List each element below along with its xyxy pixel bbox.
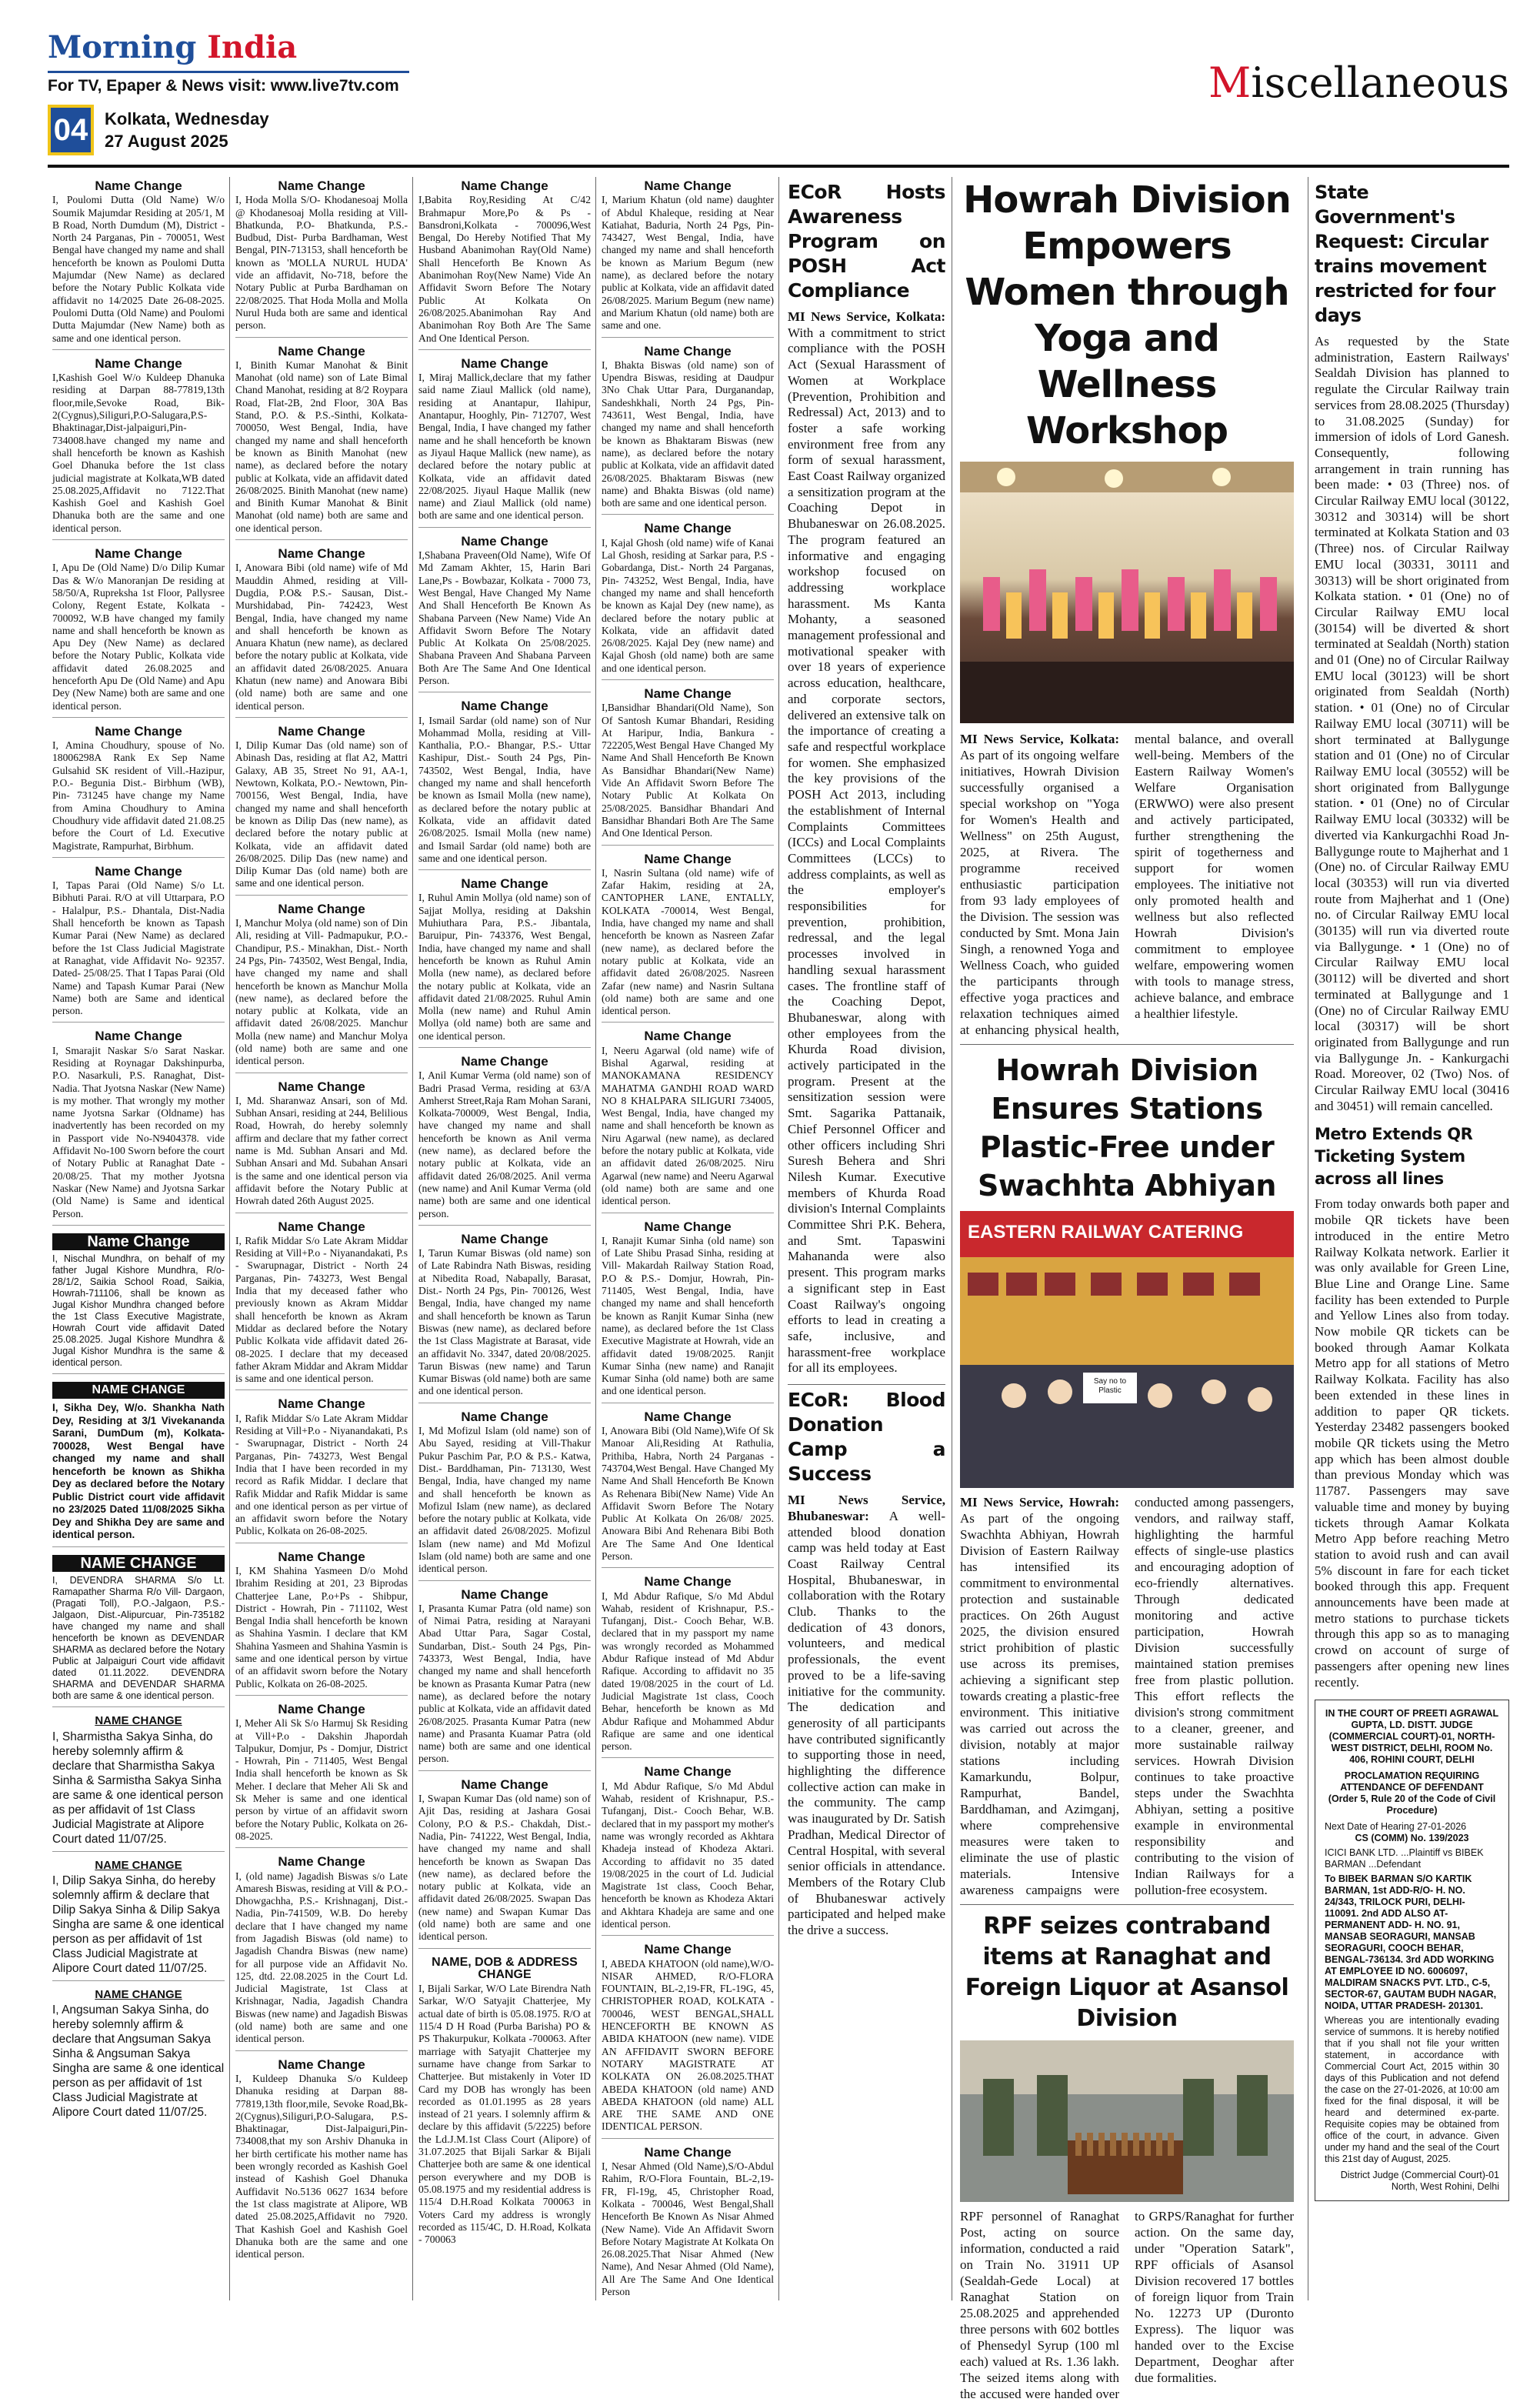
- masthead-rule: [48, 165, 1509, 168]
- notice-heading-black: NAME CHANGE: [52, 1555, 225, 1572]
- notice-text: I, Hoda Molla S/O- Khodanesoaj Molla @ Khodanesoaj Molla residing at Vill- Bhatkunda, P.O- Bhatkunda, P.S.-Budbud, Dist- Purba Bardhaman, West Bengal, PIN-713153, shall henceforth be known as 'MOLLA NURUL HUDA' vide an affidavit, No-718, before the Notary Public at Purba Bardhaman on 22/08/2025. That Hoda Molla and Molla Nurul Huda both are same and identical person.: [235, 194, 408, 337]
- notice-text: I, Ismail Sardar (old name) son of Nur Mohammad Molla, residing at Vill- Kanthalia, P.O.- Bhangar, P.S.- Uttar Kashipur, Dist.- South 24 Pgs, Pin- 743502, West Bengal, India, have changed my name and shall henceforth be known as Ismail Molla (new name), as declared before the notary public at Kolkata, vide an affidavit dated 26/08/2025. Ismail Molla (new name) and Ismail Sardar (old name) both are same and one identical person.: [418, 715, 591, 871]
- notice-heading: Name Change: [644, 178, 732, 193]
- notice-text: I,Babita Roy,Residing At C/42 Brahmapur More,Po & Ps - Bansdroni,Kolkata - 700096,West Bengal, Do Hereby Notified That My Husband Abanimohan Ray(Old Name) Shall Henceforth Be Known As Abanimohan Roy(New Name) Vide An Affidavit Sworn Before The Notary Public At Kolkata On 26/08/2025.Abanimohan Ray And Abanimohan Roy Both Are The Same And One Identical Person.: [418, 194, 591, 350]
- classified-column-1: [48, 177, 230, 2300]
- notice-text: I, Tarun Kumar Biswas (old name) son of Late Rabindra Nath Biswas, residing at Nibedita Road, Nabapally, Barasat, Dist.- North 24 Pgs, Pin- 700126, West Bengal, India, have changed my name and shall henceforth be known as Tarun Biswas (new name), as declared before the 1st Class Magistrate at Barasat, vide an affidavit No. 3347, dated 20/08/2025. Tarun Biswas (new name) and Tarun Kumar Biswas (old name) both are same and one identical person.: [418, 1247, 591, 1403]
- notice-text: I, Md Abdur Rafique, S/o Md Abdul Wahab, resident of Krishnapur, P.S.- Tufanganj, Dist.- Cooch Behar, W.B. declared that in my passport my name was wrongly recorded as Mohammed Abdur Rafique instead of Md Abdur Rafique. According to affidavit no 35 dated 19/08/2025 in the court of Ld. Judicial Magistrate 1st class, Cooch Behar, henceforth be known as Md Abdur Rafique and Mohammed Abdur Rafique are same and one identical person.: [602, 1590, 774, 1759]
- notice-heading: Name Change: [278, 723, 365, 739]
- notice-text: I, Rafik Middar S/o Late Akram Middar Residing at Vill+P.o - Niyanandakati, P.s - Swarupnagar, District - North 24 Parganas, Pin- 743273, West Bengal India that I have been recorded in my record as Rafik Middar. I declare that Rafik Middar and Rafik Middar is same and one identical person as per virtue of an affidavit sworn before the Notary Public, Kolkata on 26-08-2025.: [235, 1413, 408, 1543]
- notice-heading: Name Change: [461, 1409, 548, 1424]
- notice-heading: Name Change: [278, 1219, 365, 1234]
- notice-heading: Name Change: [644, 1942, 732, 1957]
- notice-heading: Name Change: [461, 1054, 548, 1069]
- story-body: [788, 1493, 945, 1939]
- notice-heading: Name Change: [461, 1586, 548, 1602]
- issue-date: 27 August 2025: [105, 132, 228, 151]
- notice-heading: NAME CHANGE: [95, 1858, 182, 1872]
- notice-heading: Name Change: [95, 723, 182, 739]
- story-text: A well-attended blood donation camp was held today at East Coast Railway Central Hospital, Bhubaneswar, in collaboration with the Rotary Club. Thanks to the dedication of 43 donors, volunteers, and medical professionals, the event proved to be a life-saving initiative for the community. The dedication and generosity of all participants have contributed significantly to supporting those in need, highlighting the difference collective action can make in the community. The camp was inaugurated by Dr. Satish Pradhan, Medical Director of Central Hospital, with several senior officials in attendance. Members of the Rotary Club of Bhubaneswar actively participated and helped make the drive a success.: [788, 1508, 945, 1938]
- notice-text: I, DEVENDRA SHARMA S/o Lt. Ramapather Sharma R/o Vill- Dargaon, (Pragati Toll), P.O.-Jalgaon, P.S.-Jalgaon, Dist.-Alipurcuar, Pin-735182 have changed my name and shall henceforth be known as DEVENDAR SHARMA as declared before the Notary Public at Jalpaiguri Court vide affidavit dated 01.11.2022. DEVENDRA SHARMA and DEVENDAR SHARMA both are same & one identical person.: [52, 1575, 225, 1707]
- notice-text: I, Anowara Bibi (old name) wife of Md Mauddin Ahmed, residing at Vill-Dugdia, P.O& P.S.- Sausan, Dist.- Murshidabad, Pin- 742423, West Bengal, India, have changed my name and shall henceforth be known as Anuara Khatun (new name), as declared before the notary public at Kolkata, vide an affidavit dated 26/08/2025. Anuara Khatun (new name) and Anowara Bibi (old name) both are same and one identical person.: [235, 562, 408, 718]
- notice-text: I, Prasanta Kumar Patra (old name) son of Nimai Patra, residing at Narayani Abad Uttar Para, Sagar Costal, Sundarban, Dist.- South 24 Pgs, Pin- 743373, West Bengal, India, have changed my name and shall henceforth be known as Prasanta Kumar Patra (new name), as declared before the notary public at Kolkata, vide an affidavit dated 26/08/2025. Prasanta Kumar Patra (new name) and Prasanta Kuamar Patra (old name) both are same and one identical person.: [418, 1603, 591, 1771]
- notice-heading: Name Change: [278, 546, 365, 562]
- notice-heading: Name Change: [278, 178, 365, 193]
- notice-heading: Name Change: [644, 521, 732, 536]
- plastic-photo-svg: [960, 1211, 1294, 1488]
- notice-text: I, Ruhul Amin Mollya (old name) son of Sajjat Mollya, residing at Dakshin Muhiuthara Para, P.S.- Jibantala, Baruipur, Pin- 743376, West Bengal, India, have changed my name and shall henceforth be known as Ruhul Amin Molla (new name), as declared before the notary public at Kolkata, vide an affidavit dated 21/08/2025. Ruhul Amin Molla (new name) and Ruhul Amin Mollya (old name) both are same and one identical person.: [418, 892, 591, 1048]
- notice-text: I, Md Abdur Rafique, S/o Md Abdul Wahab, resident of Krishnapur, P.S.- Tufanganj, Dist.- Cooch Behar, W.B. declared that in my passport my mother's name was wrongly recorded as Akhtara Khadeja instead of Khodeza Aktari. According to affidavit no 35 dated 19/08/2025 in the court of Ld. Judicial Magistrate 1st class, Cooch Behar, henceforth be known as Khodeza Aktari and Akhtara Khadeja are same and one identical person.: [602, 1780, 774, 1937]
- notice-heading-black: NAME CHANGE: [52, 1382, 225, 1399]
- story-dateline: MI News Service, Howrah:: [960, 1495, 1119, 1510]
- story-divider: [960, 1904, 1294, 1905]
- notice-text: I, Marium Khatun (old name) daughter of Abdul Khaleque, residing at Near Katiahat, Baduria, North 24 Pgs, Pin-743427, West Bengal, India, have changed my name and shall henceforth be known as Marium Begum (new name), as declared before the notary public at Kolkata, vide an affidavit dated 26/08/2025. Marium Begum (new name) and Marium Khatun (old name) both are same and one.: [602, 194, 774, 337]
- court-addressee: To BIBEK BARMAN S/O KARTIK BARMAN, 1st ADD-R/O- H. NO. 24/343, TRILOCK PURI, DELHI- 110091. 2nd ADD ALSO AT- PERMANENT ADD- H. NO. 91, MANSAB SEORAGURI, MANSAB SEORAGURI, COOCH BEHAR, BENGAL-736134. 3rd ADD WORKING AT EMPLOYEE ID NO. 6006097, MALDIRAM SNACKS PVT. LTD., C-5, SECTOR-67, GAUTAM BUDH NAGAR, NOIDA, UTTAR PRADESH- 201301.: [1325, 1873, 1497, 2012]
- notice-heading: Name Change: [644, 1574, 732, 1590]
- court-parties: ICICI BANK LTD. ...Plaintiff vs BIBEK BARMAN ...Defendant: [1325, 1847, 1484, 1870]
- city-day: Kolkata, Wednesday: [105, 109, 269, 128]
- story-headline-circular: State Government's Request: Circular trains movement restricted for four days: [1315, 182, 1495, 326]
- story-headline: ECoR Hosts Awareness Program on POSH Act Compliance: [788, 181, 945, 302]
- notice-text: I, Anowara Bibi (Old Name),Wife Of Sk Manoar Ali,Residing At Rathulia, Prithiba, Habra, North 24 Parganas - 743704,West Bengal. Have Changed My Name And Shall Henceforth Be Known As Rehenara Bibi(New Name) Vide An Affidavit Sworn Before The Notary Public At Kolkata On 26/08/ 2025. Anowara Bibi And Rehenara Bibi Both Are The Same And One Identical Person.: [602, 1425, 774, 1568]
- notice-text: I, Dilip Sakya Sinha, do hereby solemnly affirm & declare that Dilip Sakya Sinha & Dilip Sakya Singha are same & one identical person as per affidavit of 1st Class Judicial Magistrate at Alipore Court dated 11/07/25.: [52, 1873, 225, 1981]
- notice-text: I, Kuldeep Dhanuka S/o Kuldeep Dhanuka residing at Darpan 88-77819,13th floor,mile, Sevoke Road,Bk-2(Cygnus),Siliguri,P.O-Salugara, P.S- Bhaktinagar, Dist-Jalpaiguri,Pin-734008,that my son Arshiv Dhanuka in her birth certificate his mother name has been wrongly recorded as Kashish Goel instead of Kashish Goel Dhanuka Auffidavit No.5136 0627 1634 before the 1st class magistrate at Alipore, WB dated 25.08.2025,Affidavit no 7920. That Kashish Goel and Kashish Goel Dhanuka both are the same and one identical person.: [235, 2072, 408, 2260]
- notice-heading: Name Change: [461, 876, 548, 892]
- notice-text: I, Binith Kumar Manohat & Binit Manohat (old name) son of Late Bimal Chand Manohat, residing at 8/2 Roypara Road, Flat-2B, 2nd Floor, 30A Bas Stand, P.O. & P.S.-Sinthi, Kolkata- 700050, West Bengal, India, have changed my name and shall henceforth be known as Binith Manohat (new name), as declared before the notary public at Kolkata, vide an affidavit dated 26/08/2025. Binith Manohat (new name) and Binith Kumar Manohat & Binit Manohat (old name) both are same and one identical person.: [235, 359, 408, 540]
- notice-text: I, Nesar Ahmed (Old Name),S/O-Abdul Rahim, R/O-Flora Fountain, BL-2,19-FR, Fl-19g, 45, Christopher Road, Kolkata - 700046, West Bengal,Shall Henceforth Be Known As Nisar Ahmed (New Name). Vide An Affidavit Sworn Before Notary Magistrate At Kolkata On 26.08.2025.That Nisar Ahmed (New Name), And Nesar Ahmed (Old Name), All Are The Same And One Identical Person: [602, 2160, 774, 2298]
- notice-text: I, Md. Sharanwaz Ansari, son of Md. Subhan Ansari, residing at 244, Belilious Road, Howrah, do hereby solemnly affirm and declare that my father correct name is Md. Subhan Ansari and Md. Subhan Ansari and Md. Subahan Ansari is the same and one identical person via affidavit before the Notary Public at Howrah dated 26th August 2025.: [235, 1095, 408, 1213]
- story-text: As part of its ongoing welfare initiatives, Howrah Division successfully organised a special workshop on "Yoga for Women's Health and Wellness" on 25th August, 2025, at Rivera. The programme received enthusiastic participation from 93 lady employees of the Division. The session was conducted by Smt. Mona Jain Singh, a renowned Yoga and Wellness Coach, who guided the participants through effective yoga practices and relaxation techniques aimed at enhancing physical health, mental balance, and overall well-being. Members of the Eastern Railway Women's Welfare Organisation (ERWWO) were also present and actively participated, further strengthening the spirit of togetherness and support for women employees. The initiative not only promoted health and wellness but also reflected Howrah Division's commitment to employee welfare, empowering women with tools to manage stress, achieve balance, and embrace a healthier lifestyle.: [960, 732, 1294, 1037]
- story-body: [788, 309, 945, 1376]
- say-no-plastic-placard: Say no to Plastic: [1093, 1377, 1127, 1395]
- masthead-underline: [48, 71, 409, 73]
- classified-column-4: [597, 177, 779, 2300]
- yoga-photo-svg: [960, 462, 1294, 723]
- notice-text: I, Miraj Mallick,declare that my father said name Ziaul Mallick (old name), residing at Anantapur, Ilahipur, Anantapur, Hooghly, Pin- 712707, West Bengal, India, I have changed my father name and he shall henceforth be known as Jiyaul Haque Mallick (new name), as declared before the notary public at Kolkata, vide an affidavit dated 22/08/2025. Jiyaul Haque Mallik (new name) and Ziaul Mallick (old name) both are same and one identical person.: [418, 372, 591, 528]
- notice-text: I, Bhakta Biswas (old name) son of Upendra Biswas, residing at Daudpur 3No Chak Uttar Para, Durganandap, Sandeshkhali, North 24 Pgs, Pin- 743611, West Bengal, India, have changed my name and shall henceforth be known as Bhaktaram Biswas (new name), as declared before the notary public at Kolkata, vide an affidavit dated 26/08/2025. Bhaktaram Biswas (new name) and Bhakta Biswas (old name) both are same and one identical person.: [602, 359, 774, 515]
- notice-text: I, Amina Choudhury, spouse of No. 18006298A Rank Ex Sep Name Gulsahid SK resident of Vill.-Hazipur, P.O.- Begunia Dist.- Birbhum (WB), Pin- 731245 have change my Name from Amina Choudhury to Amina Choudhury vide affidavit dated 21.08.25 before the Court of Ld. Executive Magistrate, Rampurhat, Birbhum.: [52, 739, 225, 858]
- notice-heading: Name Change: [278, 343, 365, 359]
- notice-text: I, Sikha Dey, W/o. Shankha Nath Dey, Residing at 3/1 Vivekananda Sarani, DumDum (m), Kolkata- 700028, West Bengal have changed my name and shall henceforth be known as Shikha Dey as declared before the Notary Public District court vide affidavit no 23/2025 Dated 11/08/2025 Sikha Dey and Shikha Dey are same and identical person.: [52, 1402, 225, 1547]
- notice-heading: Name Change: [95, 355, 182, 371]
- notice-text: I, Poulomi Dutta (Old Name) W/o Soumik Majumdar Residing at 205/1, M B Road, North Dumdum (M), District - North 24 Parganas, Pin - 700051, West Bengal have changed my name and shall henceforth be known as Poulomi Dutta Majumdar (New Name) as declared before the Notary Public Kolkata vide affidavit no 14/2025 Date 26-08-2025. Poulomi Dutta (Old Name) and Poulomi Dutta Majumdar (New Name) both as same and one identical person.: [52, 194, 225, 350]
- rpf-seizure-photo: [960, 2040, 1294, 2202]
- yoga-workshop-photo: [960, 462, 1294, 723]
- notice-heading: Name Change: [95, 546, 182, 562]
- notice-heading: Name Change: [461, 1231, 548, 1246]
- notice-heading: Name Change: [644, 1409, 732, 1424]
- news-column-7: [1308, 177, 1509, 2300]
- story-headline-rpf: RPF seizes contraband items at Ranaghat and Foreign Liquor at Asansol Division: [965, 1913, 1289, 2032]
- plastic-free-photo: [960, 1211, 1294, 1488]
- notice-heading: Name Change: [644, 851, 732, 866]
- notice-heading: NAME CHANGE: [95, 1987, 182, 2001]
- section-rest: iscellaneous: [1251, 58, 1509, 107]
- notice-text: I, Angsuman Sakya Sinha, do hereby solemnly affirm & declare that Angsuman Sakya Sinha & Angsuman Sakya Singha are same & one identical person as per affidavit of 1st Class Judicial Magistrate at Alipore Court dated 11/07/25.: [52, 2003, 225, 2120]
- brand-india: India: [207, 29, 298, 65]
- notice-heading: Name Change: [278, 1079, 365, 1094]
- court-body: Whereas you are intentionally evading service of summons. It is hereby notified that if you shall not file your written statement, in accordance with Commercial Court Act, 2015 within 30 days of this Publication and not defend the case on the 27-01-2026, at 10:00 am fixed for the final disposal, it will be heard and determined ex-parte. Requisite copies may be obtained from office of the court, in advance. Given under my hand and the seal of the Court this 21st day of August, 2025.: [1325, 2015, 1499, 2165]
- notice-heading: Name Change: [644, 2144, 732, 2160]
- news-column-5: [782, 177, 952, 2300]
- court-heading: IN THE COURT OF PREETI AGRAWAL GUPTA, LD. DISTT. JUDGE (COMMERCIAL COURT)-01, NORTH-WEST DISTRICT, DELHI, ROOM No. 406, ROHINI COURT, DELHI: [1325, 1708, 1499, 1766]
- notice-heading: Name Change: [278, 1549, 365, 1564]
- notice-text: I,Kashish Goel W/o Kuldeep Dhanuka residing at Darpan 88-77819,13th floor,mile,Sevoke Road, Bik-2(Cygnus),Siliguri,P.O-Salugara,P.S-Bhaktinagar,Dist-jalpaiguri,Pin-734008.have changed my name and shall henceforth be known as Kashish Goel Dhanuka before the 1st class judicial magistrate at Kolkata,WB dated 25.08.2025,Affidavit no 7122.That Kashish Goel and Kashish Goel Dhanuka both are the same and one identical person.: [52, 372, 225, 540]
- story-divider: [788, 1384, 945, 1385]
- notice-text: I, Dilip Kumar Das (old name) son of Abinash Das, residing at flat A2, Mattri Galaxy, AB 35, Street No 91, AA-1, Newtown, Kolkata, P.O.- Newtown, Pin- 700156, West Bengal, India, have changed my name and shall henceforth be known as Dilip Das (new name), as declared before the notary public at Kolkata, vide an affidavit dated 26/08/2025. Dilip Das (new name) and Dilip Kumar Das (old name) both are same and one identical person.: [235, 739, 408, 896]
- notice-text: I, ABEDA KHATOON (old name),W/O-NISAR AHMED, R/O-FLORA FOUNTAIN, BL-2,19-FR, FL-19G, 45, CHRISTOPHER ROAD, KOLKATA - 700046, WEST BENGAL,SHALL HENCEFORTH BE KNOWN AS ABIDA KHATOON (new name). VIDE AN AFFIDAVIT SWORN BEFORE NOTARY MAGISTRATE AT KOLKATA ON 26.08.2025.THAT ABEDA KHATOON (old name) AND ABEDA KHATOON (old name) ALL ARE THE SAME AND ONE IDENTICAL PERSON.: [602, 1958, 774, 2139]
- notice-text: I, Swapan Kumar Das (old name) son of Ajit Das, residing at Jashara Gosai Colony, P.O & P.S.- Chakdah, Dist.- Nadia, Pin- 741222, West Bengal, India, have changed my name and shall henceforth be known as Swapan Das (new name), as declared before the notary public at Kolkata, vide an affidavit dated 26/08/2025. Swapan Das (new name) and Swapan Kumar Das (old name) both are same and one identical person.: [418, 1793, 591, 1949]
- section-initial: M: [1208, 58, 1252, 107]
- notice-text: I, Kajal Ghosh (old name) wife of Kanai Lal Ghosh, residing at Sarkar para, P.S - Gobardanga, Dist.- North 24 Parganas, Pin- 743252, West Bengal, India, have changed my name and shall henceforth be known as Kajal Dey (new name), as declared before the notary public at Kolkata, vide an affidavit dated 26/08/2025. Kajal Dey (new name) and Kajal Ghosh (old name) both are same and one identical person.: [602, 537, 774, 680]
- notice-heading: Name Change: [461, 1776, 548, 1792]
- notice-heading: Name Change: [95, 178, 182, 193]
- court-next-date: Next Date of Hearing 27-01-2026: [1325, 1821, 1467, 1833]
- story-text: With a commitment to strict compliance with the POSH Act (Sexual Harassment of Women at Workplace (Prevention, Prohibition and Redressal) Act, 2013) and to foster a safe working environment free from any form of sexual harassment, East Coast Railway organized a sensitization program at the Coaching Depot in Bhubaneswar on 26.08.2025. The program featured an informative and engaging workshop focused on addressing workplace harassment. Ms Kanta Mohanty, a seasoned management professional and motivational speaker with over 18 years of experience across education, healthcare, and corporate sectors, delivered an extensive talk on the importance of creating a safe and respectful workplace for women. She emphasized the key provisions of the POSH Act 2013, including the establishment of Internal Complaints Committees (ICCs) and Local Complaints Committees (LCCs) to address complaints, as well as the employer's responsibilities for prevention, prohibition, redressal, and the legal processes involved in handling sexual harassment cases. The frontline staff of the Coaching Depot, Bhubaneswar, along with other employees from the Khurda Road division, actively participated in the program. Present at the sensitization session were Smt. Sagarika Pattanaik, Chief Personnel Officer and other officers including Shri Suresh Behera and Shri Nilesh Kumar. Executive members of Khurda Road division's Internal Complaints Committee Shri P.K. Behera, and Smt. Tapaswini Mahananda were also present. This program marks a significant step in East Coast Railway's ongoing efforts to lead in creating a safe, inclusive, and harassment-free workplace for all its employees.: [788, 325, 945, 1376]
- notice-text: I,Shabana Praveen(Old Name), Wife Of Md Zamam Akhter, 15, Harin Bari Lane,Ps - Bowbazar, Kolkata - 7000 73, West Bengal, Have Changed My Name And Shall Henceforth Be Known As Shabana Parveen (New Name) Vide An Affidavit Sworn Before The Notary Public At Kolkata On 25/08/2025. Shabana Praveen And Shabana Parveen Both Are The Same And One Identical Person.: [418, 549, 591, 692]
- classified-column-2: [231, 177, 413, 2300]
- notice-heading: Name Change: [461, 699, 548, 714]
- section-title: [1208, 58, 1509, 107]
- news-column-6: [954, 177, 1300, 2401]
- eastern-railway-banner: EASTERN RAILWAY CATERING: [968, 1222, 1244, 1243]
- notice-heading: Name Change: [644, 343, 732, 359]
- notice-heading: Name Change: [461, 355, 548, 371]
- notice-heading: Name Change: [278, 1396, 365, 1412]
- notice-heading: Name Change: [644, 1764, 732, 1780]
- notice-heading: NAME, DOB & ADDRESS CHANGE: [432, 1955, 578, 1981]
- notice-text: I, Md Mofizul Islam (old name) son of Abu Sayed, residing at Vill-Thakur Pukur Paschim Par, P.O & P.S.- Katwa, Dist.- Barddhaman, Pin- 713130, West Bengal, India, have changed my name and shall henceforth be known as Mofizul Islam (new name), as declared before the notary public at Kolkata, vide an affidavit dated 26/08/2025. Mofizul Islam (new name) and Md Mofizul Islam (old name) both are same and one identical person.: [418, 1425, 591, 1581]
- notice-text: I, Rafik Middar S/o Late Akram Middar Residing at Vill+P.o - Niyanandakati, P.s - Swarupnagar, District - North 24 Parganas, Pin- 743273, West Bengal India that my deceased father who previously known as Akram Middar shall henceforth be known as Akram Middar as declared before the Notary Public Kolkata vide affidavit dated 26-08-2025. I declare that my deceased father Akram Middar and Akram Middar is same and one identical person.: [235, 1235, 408, 1391]
- notice-text: I, (old name) Jagadish Biswas s/o Late Amaresh Biswas, residing at Vill & P.O.- Dhowgachha, P.S.- Krishnaganj, Dist.- Nadia, Pin-741509, W.B. Do hereby declare that I have changed my name from Jagadish Biswas (old name) to Jagadish Chandra Biswas (new name) for all purpose vide an Affidavit No. 125, dtd. 22.08.2025 in the Court Ld. Judicial Magistrate, 1st Class at Krishnagar, Nadia, Jagadish Chandra Biswas (new name) and Jagadish Biswas (old name) both are same and one identical person.: [235, 1870, 408, 2051]
- story-body-yoga: [960, 731, 1294, 1038]
- notice-text: I, Anil Kumar Verma (old name) son of Badri Prasad Verma, residing at 63/A Amherst Street,Raja Ram Mohan Sarani, Kolkata-700009, West Bengal, India, have changed my name and shall henceforth be known as Anil verma (new name), as declared before the notary public at Kolkata, vide an affidavit dated 26/08/2025. Anil verma (new name) and Anil Kumar Verma (old name) both are same and one identical person.: [418, 1069, 591, 1226]
- rpf-photo-svg: [960, 2040, 1294, 2202]
- brand-morning: Morning: [48, 29, 197, 65]
- court-case-number: CS (COMM) No. 139/2023: [1355, 1833, 1469, 1844]
- classified-column-3: [414, 177, 596, 2300]
- court-subheading: PROCLAMATION REQUIRING ATTENDANCE OF DEFENDANT (Order 5, Rule 20 of the Code of Civil Procedure): [1328, 1770, 1496, 1817]
- notice-text: I, Sharmistha Sakya Sinha, do hereby solemnly affirm & declare that Sharmistha Sakya Sinha & Sarmistha Sakya Sinha are same & one identical person as per affidavit of 1st Class Judicial Magistrate at Alipore Court dated 11/07/25.: [52, 1730, 225, 1852]
- masthead-brand: [48, 29, 297, 65]
- notice-text: I, Manchur Molya (old name) son of Din Ali, residing at Vill- Padmapukur, P.O.- Chandipur, P.S.- Minakhan, Dist.- North 24 Pgs, Pin- 743502, West Bengal, India, have changed my name and shall henceforth be known as Manchur Molla (new name), as declared before the notary public at Kolkata, vide an affidavit dated 26/08/2025. Manchur Molla (new name) and Manchur Molya (old name) both are same and one identical person.: [235, 917, 408, 1073]
- notice-heading: Name Change: [95, 1029, 182, 1044]
- notice-heading: Name Change: [644, 686, 732, 701]
- story-text: From today onwards both paper and mobile QR tickets have been introduced in the entire Metro Railway Kolkata network. Earlier it was only available for Green Line, Blue Line and Orange Line. Same facility has been extended to Purple and Yellow Lines also from today. Now mobile QR tickets can be booked through Aamar Kolkata Metro app for all stations of Metro Railway Kolkata. Facility has also been extended in these lines in addition to paper QR tickets. Yesterday 23482 passengers booked mobile QR tickets using the Metro app which has been almost double than previous Monday which was 11787. Passengers may save valuable time and money by buying tickets through Aamar Kolkata Metro App before reaching Metro station to avoid rush and can avail 5% discount in fare for each ticket booked through this app. Frequent announcements have been made at metro stations to purchase tickets through this app so as to managing crowd on account of surge of passengers after opening new lines recently.: [1315, 1196, 1509, 1690]
- notice-heading-black: Name Change: [52, 1233, 225, 1250]
- page-number-badge: 04: [48, 105, 94, 155]
- story-dateline: MI News Service, Kolkata:: [960, 732, 1119, 746]
- court-proclamation: [1315, 1700, 1509, 2201]
- notice-heading: Name Change: [461, 533, 548, 549]
- notice-text: I, Bijali Sarkar, W/O Late Birendra Nath Sarkar, W/O Satyajit Chatterjee, My actual date of birth is 05.08.1975. R/O at 115/4 D H Road (Purba Barisha) PO & PS Thakurpukur, Kolkata -700063. After marriage with Satyajit Chatterjee my surname have change from Sarkar to Chatterjee. But mistakenly in Voter ID Card my DOB has wrongly has been recorded as 01.01.1995 as 28 years instead of 21 years. I solemnly affirm & declare by this affidavit (5/2225) before the Ld.J.M.1st Class Court (Alipore) of 31.07.2025 that Bijali Sarkar & Bijali Chatterjee both are same & one identical person everywhere and my DOB is 05.08.1975 and my residential address is 115/4 D.H.Road Kolkata 700063 in Voters Card my address is wrongly recorded as 115/4C, D. H.Road, Kolkata - 700063: [418, 1983, 591, 2246]
- notice-heading: Name Change: [461, 178, 548, 193]
- notice-text: I, Nasrin Sultana (old name) wife of Zafar Hakim, residing at 2A, CANTOPHER LANE, ENTALLY, KOLKATA -700014, West Bengal, India, have changed my name and shall henceforth be known as Nasreen Zafar (new name), as declared before the notary public at Kolkata, vide an affidavit dated 26/08/2025. Nasreen Zafar (new name) and Nasrin Sultana (old name) both are same and one identical person.: [602, 867, 774, 1023]
- story-headline-plastic: Howrah Division Ensures Stations Plastic-Free under Swachhta Abhiyan: [978, 1053, 1276, 1203]
- masthead-tagline: For TV, Epaper & News visit: www.live7tv.com: [48, 77, 399, 95]
- story-text: As requested by the State administration, Eastern Railways' Sealdah Division has planned to regulate the Circular Railway train services from 28.08.2025 (Thursday) to 31.08.2025 (Sunday) for immersion of idols of Lord Ganesh. Consequently, following arrangement in train running has been made: • 03 (Three) nos. of Circular Railway EMU local (30122, 30312 and 30314) will be short terminated at Kolkata Station and 03 (Three) nos. of Circular Railway EMU local (30331, 30111 and 30313) will be short originated from Kolkata station. • 01 (One) no of Circular Railway EMU local (30154) will be diverted & short terminated at Sealdah (North) station and 01 (One) no of Circular Railway EMU local (30123) will be short originated from Sealdah (North) station. • 01 (One) no of Circular Railway EMU local (30711) will be short terminated at Ballygunge station and 01 (One) no of Circular Railway EMU local (30552) will be short originated from Ballygunge station. • 01 (One) no of Circular Railway EMU local (30332) will be diverted via Kankurgachhi Road Jn-Ballygunge route to Majherhat and 1 (One) no. of Circular Railway EMU local (30353) will run via diverted route from Majherhat and 1 (One) no. of Circular Railway EMU local (30135) will run via diverted route via Ballygunge. • 1 (One) no of Circular Railway EMU local (30112) will be diverted and short terminated at Ballygunge and 1 (One) no of Circular Railway EMU local (30317) will be short originated from Ballygunge and run via Ballygunge Jn. - Kankurgachi Road. Moreover, 02 (Two) Nos. of Circular Railway EMU local (30416 and 30451) will remain cancelled.: [1315, 334, 1509, 1113]
- notice-text: I, Meher Ali Sk S/o Harmuj Sk Residing at Vill+P.o - Dakshin Jhapordah Talpukur, Domjur, Ps - Domjur, District - Howrah, Pin - 711405, West Bengal India shall henceforth be known as Sk Meher. I declare that Meher Ali Sk and Sk Meher is same and one identical person by virtue of an affidavit sworn before the Notary Public, Kolkata on 26-08-2025.: [235, 1717, 408, 1848]
- court-signature: District Judge (Commercial Court)-01 North, West Rohini, Delhi: [1340, 2170, 1499, 2193]
- notice-text: I, Smarajit Naskar S/o Sarat Naskar. Residing at Roynagar Dakshinpurba, P.O. Nasarkuli, P.S. Ranaghat, Dist- Nadia. That Jyotsna Naskar (New Name) is my mother. That wrongly my mother name Jyotsna Sarkar (Oldname) has inadvertently has been recorded on my in Passport vide No-N9404378. vide Affidavit No-100 Sworn before the court of Notary Public at Ranaghat Date - 20/08/25. That my mother Jyotsna Naskar (New Name) and Jyotsna Sarkar (Old Name) is Same and identical Person.: [52, 1045, 225, 1226]
- notice-heading: Name Change: [644, 1219, 732, 1234]
- notice-text: I, Neeru Agarwal (old name) wife of Bishal Agarwal, residing at MANOKAMANA RESIDENCY MAHATMA GANDHI ROAD WARD NO 8 KHALPARA SILIGURI 734005, West Bengal, India, have changed my name and shall henceforth be known as Niru Agarwal (new name), as declared before the notary public at Kolkata, vide an affidavit dated 26/08/2025. Niru Agarwal (new name) and Neeru Agarwal (old name) both are same and one identical person.: [602, 1045, 774, 1213]
- notice-text: I,Bansidhar Bhandari(Old Name), Son Of Santosh Kumar Bhandari, Residing At Haripur, India, Bankura - 722205,West Bengal Have Changed My Name And Shall Henceforth Be Known As Bansidhar Bhandari(New Name) Vide An Affidavit Sworn Before The Notary Public At Kolkata On 25/08/2025. Bansidhar Bhandari And Bansidhar Bhandari Both Are The Same And One Identical Person.: [602, 702, 774, 845]
- notice-heading: NAME CHANGE: [95, 1714, 182, 1728]
- notice-text: I, Ranajit Kumar Sinha (old name) son of Late Shibu Prasad Sinha, residing at Vill- Makardah Railway Station Road, P.O & P.S.- Domjur, Howrah, Pin- 711405, West Bengal, India, have changed my name and shall henceforth be known as Ranjit Kumar Sinha (new name), as declared before the 1st Class Executive Magistrate at Howrah, vide an affidavit dated 19/08/2025. Ranjit Kumar Sinha (new name) and Ranajit Kumar Sinha (old name) both are same and one identical person.: [602, 1235, 774, 1403]
- story-text: As part of the ongoing Swachhta Abhiyan, Howrah Division of Eastern Railway has intensified its commitment to environmental protection and sustainable practices. On 26th August 2025, the division ensured strict prohibition of plastic use across its premises, achieving a significant step towards creating a plastic-free environment. This initiative was carried out across the division, notably at major stations including Kamarkundu, Bolpur, Rampurhat, Bandel, Barddhaman, and Azimganj, where comprehensive measures were taken to eliminate the use of plastic materials. Intensive awareness campaigns were conducted among passengers, vendors, and railway staff, highlighting the harmful effects of single-use plastics and encouraging adoption of eco-friendly alternatives. Through dedicated monitoring and active participation, Howrah Division successfully maintained station premises free from plastic pollution. This effort reflects the division's strong commitment to a cleaner, greener, and more sustainable railway services. Howrah Division continues to take proactive steps under the Swachhta Abhiyan, setting a positive example in environmental responsibility and contributing to the vision of Indian Railways for a pollution-free ecosystem.: [960, 1495, 1294, 1897]
- notice-text: I, KM Shahina Yasmeen D/o Mohd Ibrahim Residing at 201, 23 Biprodas Chatterjee Lane, P.o+Ps - Shibpur, District - Howrah, Pin - 711102, West Bengal India shall henceforth be known as Shahina Yasmin. I declare that KM Shahina Yasmeen and Shahina Yasmin is same and one identical person by virtue of an affidavit sworn before the Notary Public, Kolkata on 26-08-2025.: [235, 1565, 408, 1696]
- story-headline-yoga: Howrah Division Empowers Women through Yoga and Wellness Workshop: [963, 178, 1291, 452]
- story-dateline: MI News Service, Kolkata:: [788, 309, 945, 324]
- notice-heading: Name Change: [278, 2057, 365, 2072]
- notice-heading: Name Change: [278, 901, 365, 916]
- notice-heading: Name Change: [278, 1701, 365, 1716]
- notice-heading: Name Change: [95, 863, 182, 879]
- story-divider: [960, 1044, 1294, 1045]
- story-dateline: MI News Service, Bhubaneswar:: [788, 1493, 945, 1523]
- story-headline-metro: Metro Extends QR Ticketing System across all lines: [1315, 1125, 1473, 1189]
- notice-text: I, Tapas Parai (Old Name) S/o Lt. Bibhuti Parai. R/O at vill Uttarpara, P.O - Halalpur, P.S.- Dhantala, Dist-Nadia Shall henceforth be known as Tapash Kumar Parai (New Name) as declared before the 1st Class Judicial Magistrate at Ranaghat, vide Affidavit No- 92357. Dated- 25/08/25. That I Tapas Parai (Old Name) and Tapash Kumar Parai (New Name) both are Same and identical person.: [52, 879, 225, 1023]
- story-headline: ECoR: Blood Donation Camp a Success: [788, 1389, 945, 1486]
- notice-text: I, Nischal Mundhra, on behalf of my father Jugal Kishore Mundhra, R/o- 28/1/2, Saikia School Road, Saikia, Howrah-711106, shall be known as Jugal Kishor Mundhra changed before the 1st Class Executive Magistrate, Howrah Court vide affidavit Dated 25.08.2025. Jugal Kishore Mundhra & Jugal Kishor Mundhra is the same & identical person.: [52, 1253, 225, 1374]
- story-body-plastic: [960, 1494, 1294, 1898]
- notice-text: I, Apu De (Old Name) D/o Dilip Kumar Das & W/o Manoranjan De residing at 58/50/A, Rupreksha 1st Floor, Pallysree Colony, Regent Estate, Kolkata - 700092, W.B have changed my family name and shall henceforth be known as Apu Dey (New Name) as declared before the Notary Public, Kolkata vide affidavit dated 26.08.2025 and henceforth Apu De (Old Name) and Apu Dey (New Name) both are same and one identical person.: [52, 562, 225, 718]
- notice-heading: Name Change: [278, 1854, 365, 1870]
- dateline: [105, 108, 269, 152]
- story-body-rpf: RPF personnel of Ranaghat Post, acting on source information, conducted a raid on Train No. 31911 UP (Sealdah-Gede Local) at Ranaghat Station on 25.08.2025 and apprehended three persons with 602 bottles of Phensedyl Syrup (100 ml each) valued at Rs. 1.36 lakh. The seized items along with the accused were handed over to GRPS/Ranaghat for further action. On the same day, under "Operation Satark", RPF officials of Asansol Division recovered 17 bottles of foreign liquor from Train No. 12273 UP (Duronto Express). The liquor was handed over to the Excise Department, Deoghar after due formalities.: [960, 2209, 1294, 2401]
- notice-heading: Name Change: [644, 1029, 732, 1044]
